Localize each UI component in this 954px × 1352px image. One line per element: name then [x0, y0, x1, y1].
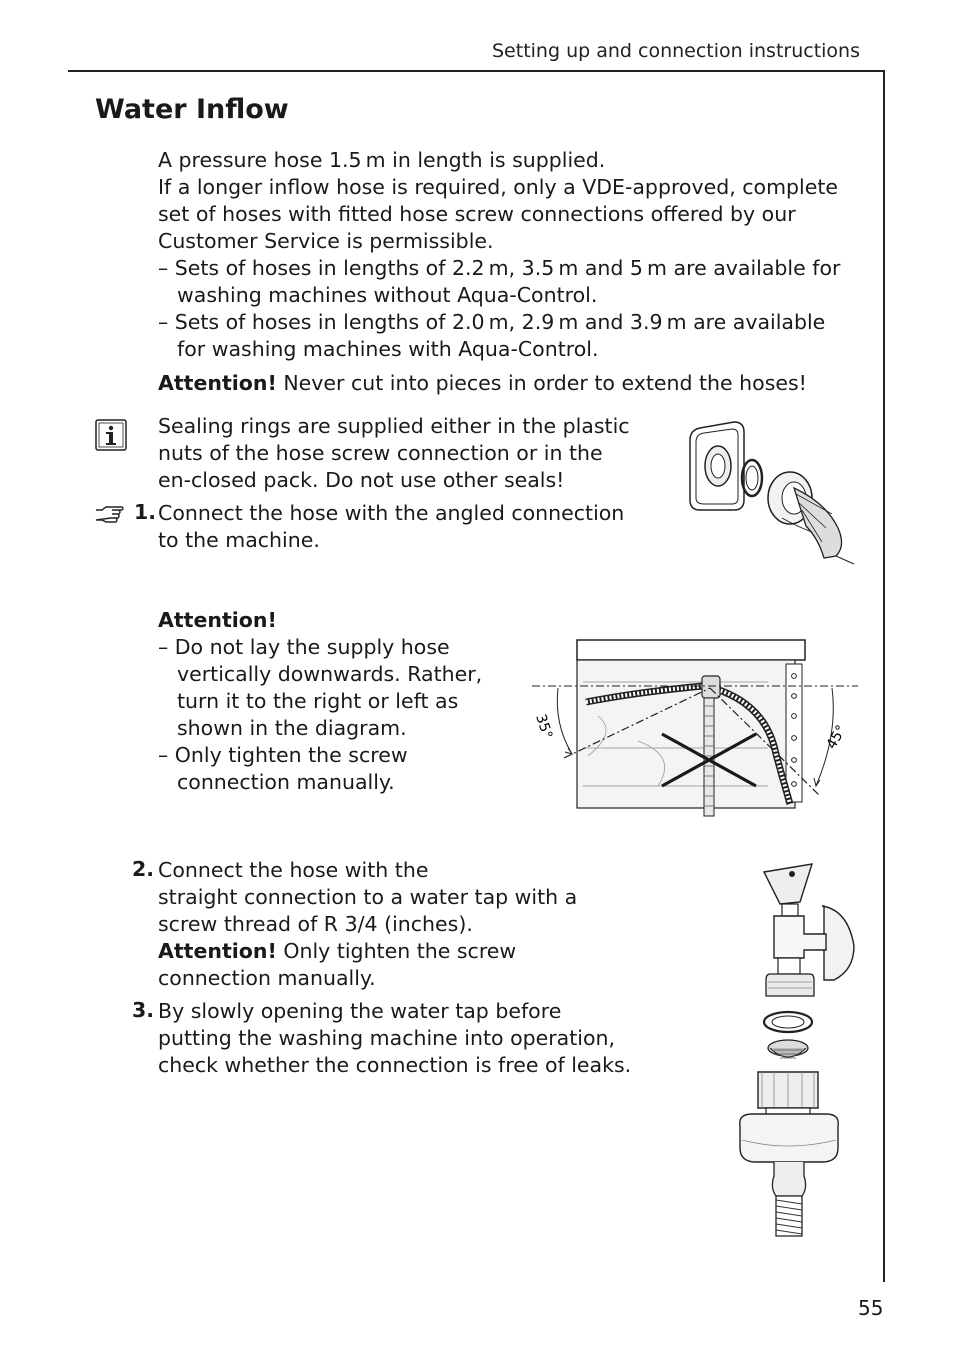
pointing-hand-icon	[94, 502, 126, 526]
page-number: 55	[858, 1296, 884, 1320]
running-header: Setting up and connection instructions	[492, 40, 860, 62]
intro-attention	[158, 370, 858, 397]
margin-rule	[883, 70, 885, 1282]
attention-heading: Attention!	[158, 608, 277, 632]
intro-dash-1: – Sets of hoses in lengths of 2.2 m, 3.5 m and 5 m are available for washing machines without Aqua-Control.	[158, 256, 841, 307]
step-1-number: 1.	[134, 500, 157, 524]
step-2-line-2: straight connection to a water tap with a screw thread of R 3/4 (inches).	[158, 885, 578, 936]
step-3-text: By slowly opening the water tap before putting the washing machine into operation, check whether the connection is free of leaks.	[158, 999, 632, 1077]
section-title: Water Inflow	[95, 94, 289, 125]
step-2-attention-label: Attention!	[158, 939, 277, 963]
attention-dash-1: – Do not lay the supply hose vertically downwards. Rather, turn it to the right or left as shown in the diagram.	[158, 635, 483, 740]
attention-dash-2: – Only tighten the screw connection manually.	[158, 743, 408, 794]
angle-label-right: 45°	[823, 722, 850, 752]
step-2-text	[158, 857, 633, 992]
info-text: Sealing rings are supplied either in the plastic nuts of the hose screw connection or in the en-closed pack. Do not use other seals!	[158, 414, 630, 492]
header-rule	[68, 70, 885, 72]
step-3-number: 3.	[132, 998, 155, 1022]
step-2-attention-text: Only tighten the screw connection manually.	[158, 939, 517, 990]
hose-routing-diagram	[528, 636, 862, 818]
step-1-text: Connect the hose with the angled connection to the machine.	[158, 501, 625, 552]
attention-block	[158, 607, 488, 796]
intro-block	[158, 147, 858, 397]
attention-text: Never cut into pieces in order to extend the hoses!	[276, 371, 807, 395]
intro-line-2: If a longer inflow hose is required, only a VDE-approved, complete set of hoses with fitted hose screw connections offered by our Customer Service is permissible.	[158, 175, 839, 253]
water-tap-illustration	[730, 858, 862, 1242]
intro-line-1: A pressure hose 1.5 m in length is supplied.	[158, 148, 606, 172]
sealing-ring-illustration	[686, 418, 862, 568]
step-2-line-1: Connect the hose with the	[158, 858, 429, 882]
angle-label-left: 35°	[532, 712, 556, 741]
attention-label: Attention!	[158, 371, 277, 395]
intro-dash-2: – Sets of hoses in lengths of 2.0 m, 2.9 m and 3.9 m are available for washing machines with Aqua-Control.	[158, 310, 826, 361]
info-icon	[95, 419, 127, 451]
step-2-attention	[158, 938, 633, 992]
step-2-number: 2.	[132, 857, 155, 881]
